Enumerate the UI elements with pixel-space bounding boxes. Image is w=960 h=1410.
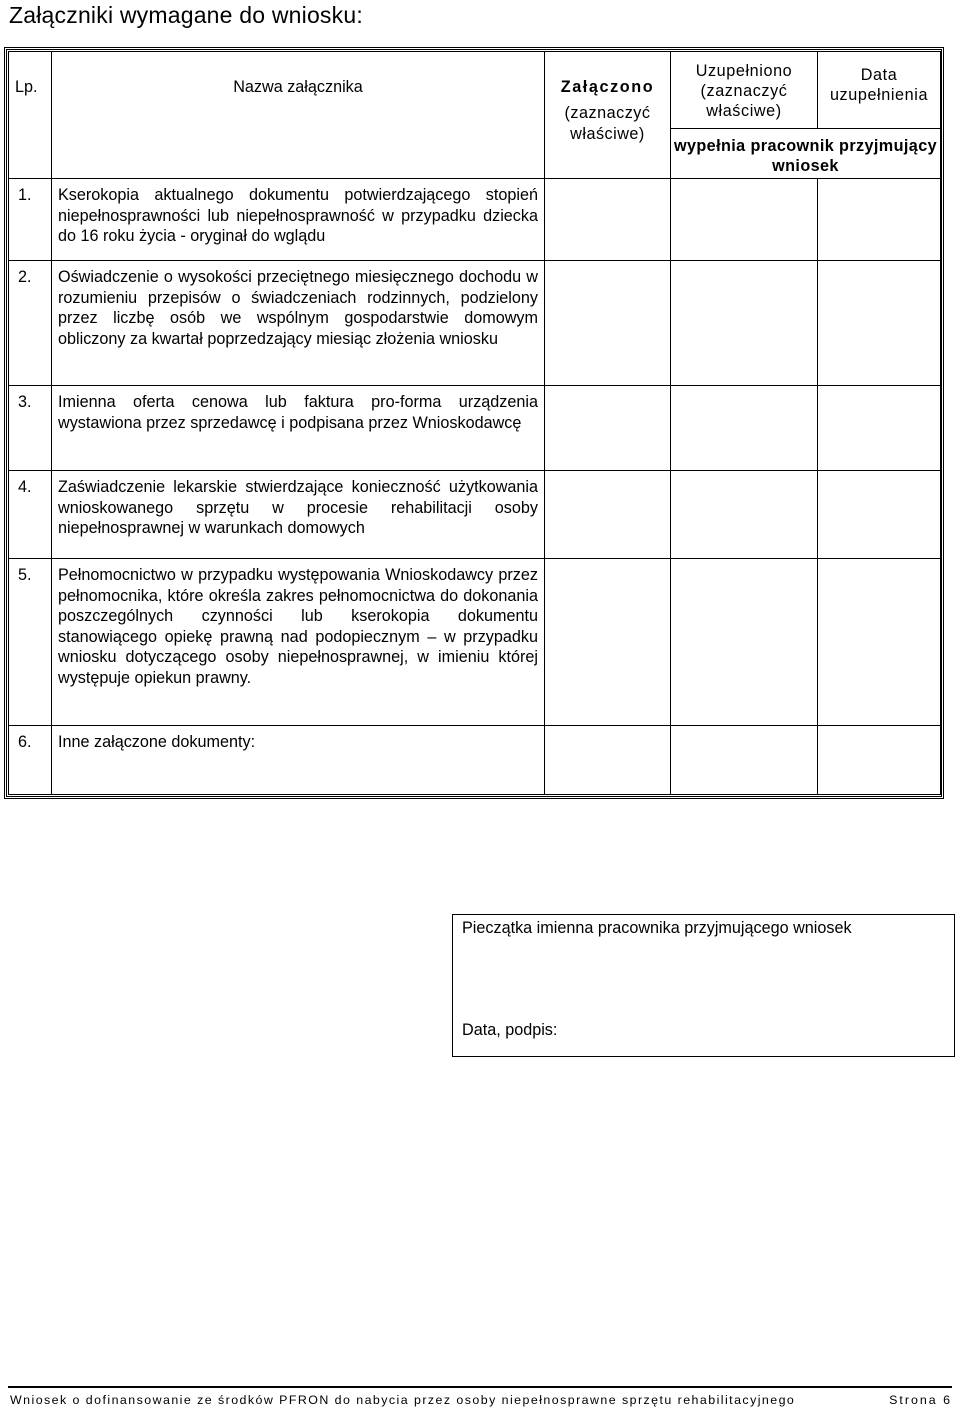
header-date [818, 52, 941, 129]
header-date-line1: Data [860, 66, 898, 84]
row-name: Inne załączone dokumenty: [52, 726, 545, 795]
footer-divider [8, 1386, 952, 1388]
date-signature-label: Data, podpis: [462, 1021, 558, 1039]
row-name: Oświadczenie o wysokości przeciętnego miesięcznego dochodu w rozumieniu przepisów o świadczeniach rodzinnych, podzielony przez liczbę osób we wspólnym gospodarstwie domowym obliczony za kwartał poprzedzający miesiąc złożenia wniosku [52, 261, 545, 386]
row-completed-cell[interactable] [671, 179, 818, 261]
table-row [9, 386, 941, 471]
header-lp: Lp. [9, 52, 52, 179]
row-completed-cell[interactable] [671, 559, 818, 726]
row-attached-cell[interactable] [545, 386, 671, 471]
row-date-cell[interactable] [818, 386, 941, 471]
attachments-table-frame [4, 47, 944, 799]
row-date-cell[interactable] [818, 471, 941, 559]
table-row [9, 726, 941, 795]
row-date-cell[interactable] [818, 261, 941, 386]
row-lp: 5. [9, 559, 52, 726]
header-name: Nazwa załącznika [52, 52, 545, 179]
row-attached-cell[interactable] [545, 726, 671, 795]
header-completed-line1: Uzupełniono [695, 62, 793, 80]
row-lp: 4. [9, 471, 52, 559]
table-row [9, 179, 941, 261]
header-date-line2: uzupełnienia [829, 86, 929, 104]
row-name: Kserokopia aktualnego dokumentu potwierdzającego stopień niepełnosprawności lub niepełnosprawność w przypadku dziecka do 16 roku życia - oryginał do wglądu [52, 179, 545, 261]
row-completed-cell[interactable] [671, 471, 818, 559]
header-completed-line2: (zaznaczyć [700, 82, 788, 100]
header-staff-note: wypełnia pracownik przyjmujący wniosek [671, 129, 941, 179]
row-lp: 1. [9, 179, 52, 261]
row-lp: 3. [9, 386, 52, 471]
row-date-cell[interactable] [818, 726, 941, 795]
row-completed-cell[interactable] [671, 726, 818, 795]
row-lp: 6. [9, 726, 52, 795]
row-attached-cell[interactable] [545, 261, 671, 386]
attachments-table [8, 51, 941, 795]
table-header-row [9, 52, 941, 129]
row-name: Imienna oferta cenowa lub faktura pro-forma urządzenia wystawiona przez sprzedawcę i podpisana przez Wnioskodawcę [52, 386, 545, 471]
table-row [9, 471, 941, 559]
row-date-cell[interactable] [818, 559, 941, 726]
footer-text: Wniosek o dofinansowanie ze środków PFRON do nabycia przez osoby niepełnosprawne sprzętu rehabilitacyjnego [10, 1393, 796, 1407]
row-completed-cell[interactable] [671, 386, 818, 471]
header-attached-note: (zaznaczyć właściwe) [564, 104, 651, 143]
page-title: Załączniki wymagane do wniosku: [9, 2, 363, 28]
header-completed [671, 52, 818, 129]
row-name: Pełnomocnictwo w przypadku występowania Wnioskodawcy przez pełnomocnika, które określa zakres pełnomocnictwa do dokonania poszczególnych czynności lub kserokopia dokumentu stanowiącego opiekę prawną nad podopiecznym – w przypadku wniosku dotyczącego osoby niepełnosprawnej, w imieniu której występuje opiekun prawny. [52, 559, 545, 726]
row-date-cell[interactable] [818, 179, 941, 261]
row-attached-cell[interactable] [545, 179, 671, 261]
header-completed-line3: właściwe) [706, 102, 782, 120]
page-number: Strona 6 [889, 1393, 952, 1407]
table-row [9, 261, 941, 386]
header-attached-label: Załączono [560, 78, 655, 96]
table-row [9, 559, 941, 726]
row-attached-cell[interactable] [545, 471, 671, 559]
staff-stamp-box[interactable] [452, 914, 955, 1057]
row-lp: 2. [9, 261, 52, 386]
row-name: Zaświadczenie lekarskie stwierdzające konieczność użytkowania wnioskowanego sprzętu w procesie rehabilitacji osoby niepełnosprawnej w warunkach domowych [52, 471, 545, 559]
row-attached-cell[interactable] [545, 559, 671, 726]
stamp-label: Pieczątka imienna pracownika przyjmującego wniosek [462, 919, 852, 937]
page-footer [10, 1393, 954, 1407]
header-attached [545, 52, 671, 179]
row-completed-cell[interactable] [671, 261, 818, 386]
